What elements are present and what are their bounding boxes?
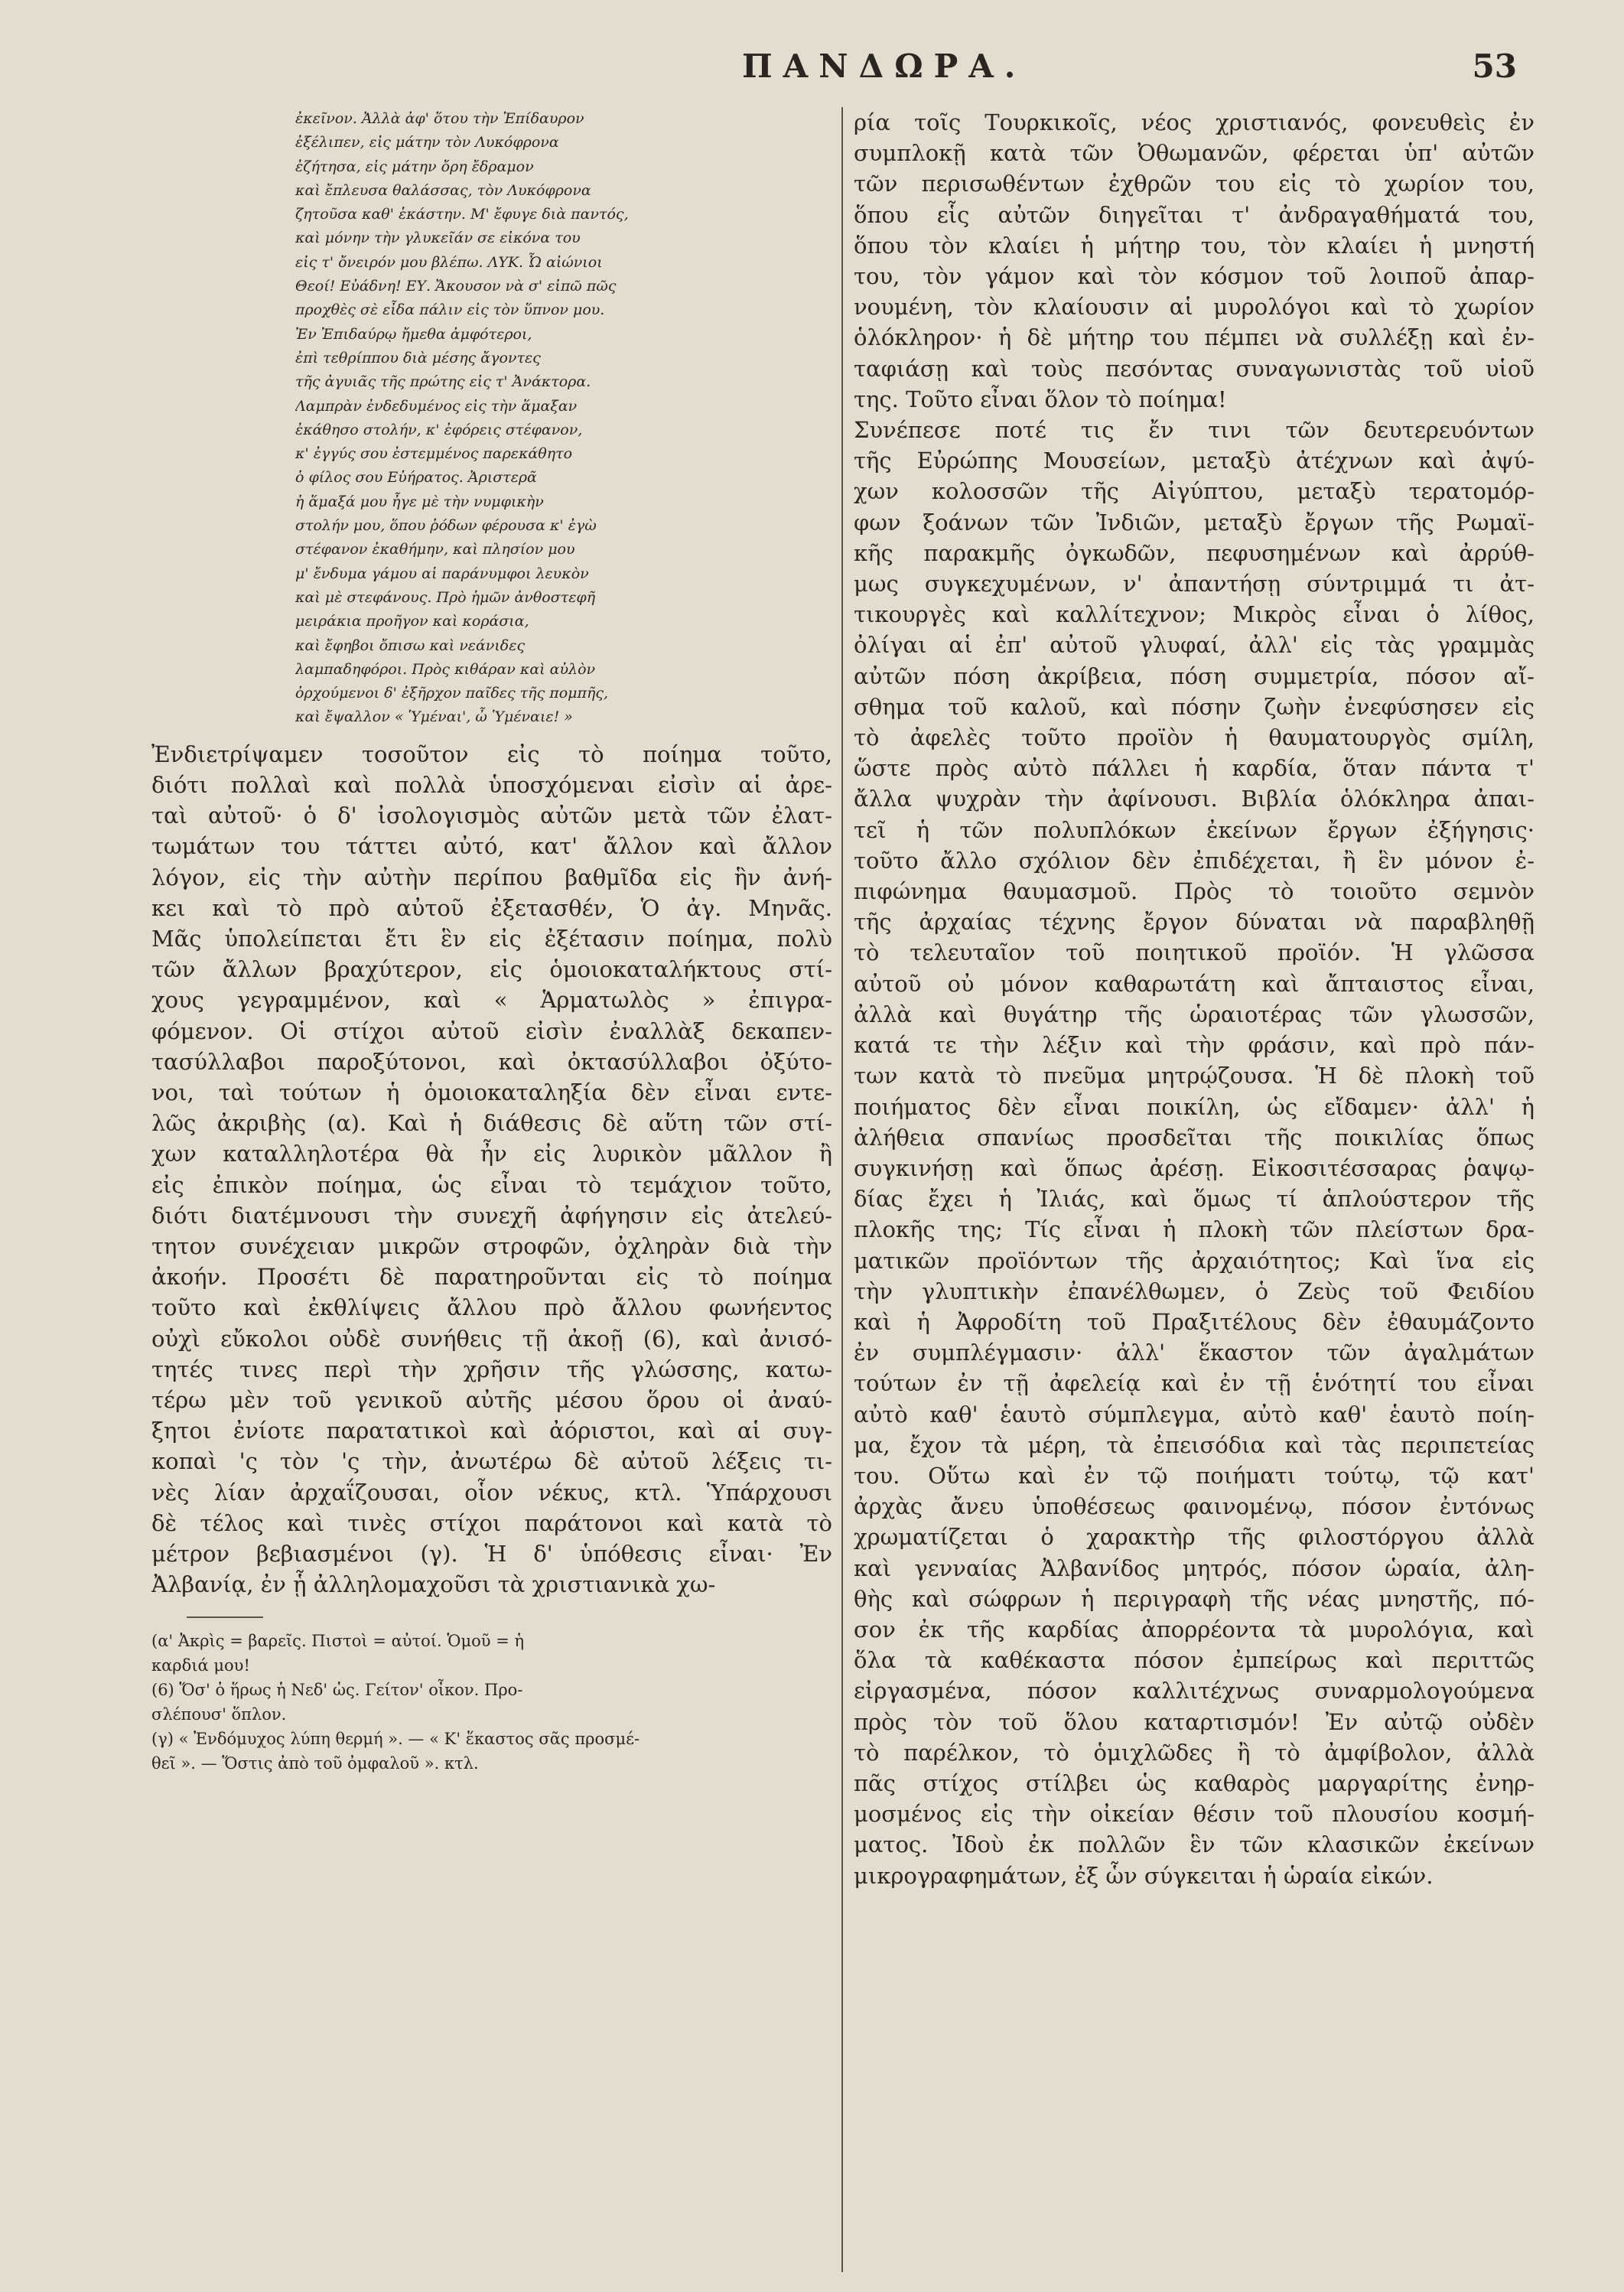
verse-line: Λαμπρὰν ἐνδεδυμένος εἰς τὴν ἅμαξαν xyxy=(295,397,578,415)
verse-line: καὶ ἔψαλλον « Ὑμέναι', ὦ Ὑμέναιε! » xyxy=(295,708,573,726)
right-column xyxy=(854,107,1535,1891)
verse-line: μειράκια προῆγον καὶ κοράσια, xyxy=(295,613,529,630)
text-line: ὅπου τὸν κλαίει ἡ μήτηρ του, τὸν κλαίει ἡ μνηστή xyxy=(854,232,1535,259)
verse-line: καὶ ἔπλευσα θαλάσσας, τὸν Λυκόφρονα xyxy=(295,181,591,199)
verse-line: εἰς τ' ὄνειρόν μου βλέπω. ΛΥΚ. Ὦ αἰώνιοι xyxy=(295,253,603,271)
text-line: ταὶ αὐτοῦ· ὁ δ' ἰσολογισμὸς αὐτῶν μετὰ τῶν ἐλατ- xyxy=(151,803,832,829)
verse-line: ἐκεῖνον. Ἀλλὰ ἀφ' ὅτου τὴν Ἐπίδαυρον xyxy=(295,110,584,127)
left-prose xyxy=(151,739,832,1600)
verse-line: ἐξέλιπεν, εἰς μάτην τὸν Λυκόφρονα xyxy=(295,134,559,151)
text-line: ἀλήθεια σπανίως προσδεῖται τῆς ποικιλίας ὅπως xyxy=(854,1124,1535,1151)
footnote-rule xyxy=(187,1616,263,1618)
text-line: ἀλλὰ καὶ θυγάτηρ τῆς ὡραιοτέρας τῶν γλωσσῶν, xyxy=(854,1001,1535,1027)
text-line: καὶ γενναίας Ἀλβανίδος μητρός, πόσον ὡραία, ἀλη- xyxy=(854,1555,1535,1581)
verse-line: καὶ ἔφηβοι ὄπισω καὶ νεάνιδες xyxy=(295,636,526,654)
text-line: ἀρχὰς ἄνευ ὑποθέσεως φαινομένῳ, πόσον ἐντόνως xyxy=(854,1493,1535,1520)
right-prose xyxy=(854,107,1535,1891)
verse-line: Θεοί! Εὐάδνη! ΕΥ. Ἄκουσον νὰ σ' εἰπῶ πῶς xyxy=(295,278,617,295)
text-line: μέτρον βεβιασμένοι (γ). Ἡ δ' ὑπόθεσις εἶναι· Ἐν xyxy=(151,1541,832,1567)
text-line: τὸ ἀφελὲς τοῦτο προϊὸν ἡ θαυματουργὸς σμίλη, xyxy=(854,724,1535,751)
text-line: τοῦτο ἄλλο σχόλιον δὲν ἐπιδέχεται, ἢ ἓν μόνον ἐ- xyxy=(854,847,1535,874)
footnote-line: (α' Ἀκρὶς = βαρεῖς. Πιστοὶ = αὐτοί. Ὁμοῦ = ἡ xyxy=(151,1632,525,1651)
text-line: των κατὰ τὸ πνεῦμα μητρῴζουσα. Ἡ δὲ πλοκὴ τοῦ xyxy=(854,1063,1535,1089)
text-line: εἰς ἐπικὸν ποίημα, ὡς εἶναι τὸ τεμάχιον τοῦτο, xyxy=(151,1171,832,1198)
text-line: ἐν συμπλέγμασιν· ἀλλ' ἕκαστον τῶν ἀγαλμάτων xyxy=(854,1340,1535,1366)
verse-line: ὁ φίλος σου Εὐήρατος. Ἀριστερᾶ xyxy=(295,469,537,487)
verse-line: ὀρχούμενοι δ' ἐξῆρχον παῖδες τῆς πομπῆς, xyxy=(295,685,609,702)
verse-line: στολήν μου, ὅπου ῥόδων φέρουσα κ' ἐγὼ xyxy=(295,517,597,535)
text-line: ὀλίγαι αἱ ἐπ' αὐτοῦ γλυφαί, ἀλλ' εἰς τὰς γραμμὰς xyxy=(854,632,1535,659)
text-line: τικουργὲς καὶ καλλίτεχνον; Μικρὸς εἶναι ὁ λίθος, xyxy=(854,601,1535,628)
footnote-line: (6) Ὅσ' ὁ ἥρως ἡ Νεδ' ὡς. Γείτον' οἶκον. Προ- xyxy=(151,1681,523,1700)
verse-line: καὶ μόνην τὴν γλυκεῖάν σε εἰκόνα του xyxy=(295,230,581,247)
text-line: νοι, ταὶ τούτων ἡ ὁμοιοκαταληξία δὲν εἶναι εντε- xyxy=(151,1079,832,1105)
text-line: ταφιάσῃ καὶ τοὺς πεσόντας συναγωνιστὰς τοῦ υἱοῦ xyxy=(854,355,1535,382)
text-line: ὅπου εἷς αὐτῶν διηγεῖται τ' ἀνδραγαθήματά του, xyxy=(854,201,1535,228)
text-line: της. Τοῦτο εἶναι ὅλον τὸ ποίημα! xyxy=(854,386,1227,412)
text-line: μοσμένος εἰς τὴν οἰκείαν θέσιν τοῦ πλουσίου κοσμή- xyxy=(854,1801,1535,1828)
text-line: ἄλλα ψυχρὰν τὴν ἀφίνουσι. Βιβλία ὁλόκληρα ἀπαι- xyxy=(854,786,1535,812)
text-line: ξητοι ἐνίοτε παρατατικοὶ καὶ ἀόριστοι, καὶ αἱ συγ- xyxy=(151,1418,832,1444)
verse-line: καὶ μὲ στεφάνους. Πρὸ ἡμῶν ἀνθοστεφῆ xyxy=(295,588,596,606)
text-line: φόμενον. Οἱ στίχοι αὐτοῦ εἰσὶν ἐναλλὰξ δεκαπεν- xyxy=(151,1017,832,1044)
text-line: Συνέπεσε ποτέ τις ἔν τινι τῶν δευτερευόντων xyxy=(854,417,1535,444)
text-line: μα, ἔχον τὰ μέρη, τὰ ἐπεισόδια καὶ τὰς περιπετείας xyxy=(854,1431,1535,1458)
text-line: δὲ τέλος καὶ τινὲς στίχοι παράτονοι καὶ κατὰ τὸ xyxy=(151,1509,832,1536)
text-line: του, τὸν γάμον καὶ τὸν κόσμον τοῦ λοιποῦ ἀπαρ- xyxy=(854,263,1535,290)
text-line: ματικῶν προϊόντων τῆς ἀρχαιότητος; Καὶ ἵνα εἰς xyxy=(854,1247,1535,1274)
text-line: κοπαὶ 'ς τὸν 'ς τὴν, ἀνωτέρω δὲ αὐτοῦ λέξεις τι- xyxy=(151,1448,832,1475)
page-header xyxy=(0,47,1624,93)
text-line: ματος. Ἰδοὺ ἐκ πολλῶν ἓν τῶν κλασικῶν ἐκείνων xyxy=(854,1831,1535,1858)
text-line: ὥστε πρὸς αὐτὸ πάλλει ἡ καρδία, ὅταν πάντα τ' xyxy=(854,755,1535,782)
text-line: αὐτοῦ οὐ μόνον καθαρωτάτη καὶ ἄπταιστος εἶναι, xyxy=(854,970,1535,997)
verse-line: ἐκάθησο στολήν, κ' ἐφόρεις στέφανον, xyxy=(295,421,583,438)
verse-line: λαμπαδηφόροι. Πρὸς κιθάραν καὶ αὐλὸν xyxy=(295,660,596,678)
text-line: τούτων ἐν τῇ ἀφελείᾳ καὶ ἐν τῇ ἑνότητί του εἶναι xyxy=(854,1370,1535,1397)
column-divider xyxy=(841,107,843,2272)
text-line: τοῦτο καὶ ἐκθλίψεις ἄλλου πρὸ ἄλλου φωνήεντος xyxy=(151,1294,832,1321)
text-line: μως συγκεχυμένων, ν' ἀπαντήσῃ σύντριμμά τι ἀτ- xyxy=(854,571,1535,597)
verse-line: μ' ἔνδυμα γάμου αἱ παράνυμφοι λευκὸν xyxy=(295,565,589,582)
text-line: λῶς ἀκριβὴς (α). Καὶ ἡ διάθεσις δὲ αὕτη τῶν στί- xyxy=(151,1110,832,1137)
text-line: καὶ ἡ Ἀφροδίτη τοῦ Πραξιτέλους δὲν ἐθαυμάζοντο xyxy=(854,1308,1535,1335)
verse-line: στέφανον ἐκαθήμην, καὶ πλησίον μου xyxy=(295,541,575,558)
text-line: αὐτὸ καθ' ἑαυτὸ σύμπλεγμα, αὐτὸ καθ' ἑαυτὸ ποίη- xyxy=(854,1401,1535,1428)
verse-line: ἡ ἅμαξά μου ἦγε μὲ τὴν νυμφικὴν xyxy=(295,493,544,510)
text-line: ποιήματος δὲν εἶναι ποικίλη, ὡς εἴδαμεν· ἀλλ' ἡ xyxy=(854,1093,1535,1120)
text-line: τῶν περισωθέντων ἐχθρῶν του εἰς τὸ χωρίον του, xyxy=(854,171,1535,197)
text-line: τῆς ἀρχαίας τέχνης ἔργον δύναται νὰ παραβληθῇ xyxy=(854,909,1535,936)
text-line: χων καταλληλοτέρα θὰ ἦν εἰς λυρικὸν μᾶλλον ἢ xyxy=(151,1141,832,1167)
left-column xyxy=(151,107,832,1776)
text-line: χους γεγραμμένον, καὶ « Ἁρματωλὸς » ἐπιγρα- xyxy=(151,987,832,1014)
text-line: κει καὶ τὸ πρὸ αὐτοῦ ἐξετασθέν, Ὁ ἀγ. Μηνᾶς. xyxy=(151,894,832,921)
text-line: τὴν γλυπτικὴν ἐπανέλθωμεν, ὁ Ζεὺς τοῦ Φειδίου xyxy=(854,1278,1535,1304)
text-line: αὐτῶν πόση ἀκρίβεια, πόση συμμετρία, πόσον αἴ- xyxy=(854,663,1535,689)
text-line: τητον συνέχειαν μικρῶν στροφῶν, ὀχληρὰν διὰ τὴν xyxy=(151,1232,832,1259)
text-line: συμπλοκῇ κατὰ τῶν Ὀθωμανῶν, φέρεται ὑπ' αὐτῶν xyxy=(854,140,1535,167)
text-line: διότι πολλαὶ καὶ πολλὰ ὑποσχόμεναι εἰσὶν αἱ ἀρε- xyxy=(151,771,832,798)
text-line: χων κολοσσῶν τῆς Αἰγύπτου, μεταξὺ τερατομόρ- xyxy=(854,478,1535,505)
text-line: νουμένη, τὸν κλαίουσιν αἱ μυρολόγοι καὶ τὸ χωρίον xyxy=(854,294,1535,321)
text-line: διότι διατέμνουσι τὴν συνεχῆ ἀφήγησιν εἰς ἀτελεύ- xyxy=(151,1202,832,1229)
text-line: τῶν ἄλλων βραχύτερον, εἰς ὁμοιοκαταλήκτους στί- xyxy=(151,956,832,983)
text-line: χρωματίζεται ὁ χαρακτὴρ τῆς φιλοστόργου ἀλλὰ xyxy=(854,1524,1535,1551)
text-line: σον ἐκ τῆς καρδίας ἀπορρέοντα τὰ μυρολόγια, καὶ xyxy=(854,1616,1535,1642)
text-line: συγκινήσῃ καὶ ὅπως ἀρέσῃ. Εἰκοσιτέσσαρας ῥαψῳ- xyxy=(854,1154,1535,1181)
text-line: ὁλόκληρον· ἡ δὲ μήτηρ του πέμπει νὰ συλλέξῃ καὶ ἐν- xyxy=(854,324,1535,351)
text-line: τέρω μὲν τοῦ γενικοῦ αὐτῆς μέσου ὅρου οἱ ἀναύ- xyxy=(151,1386,832,1413)
text-line: κατά τε τὴν λέξιν καὶ τὴν φράσιν, καὶ πρὸ πάν- xyxy=(854,1032,1535,1059)
text-line: τῆς Εὐρώπης Μουσείων, μεταξὺ ἀτέχνων καὶ ἀψύ- xyxy=(854,448,1535,474)
running-title: ΠΑΝΔΩΡΑ. xyxy=(742,47,1027,85)
text-line: τὸ τελευταῖον τοῦ ποιητικοῦ προϊόν. Ἡ γλῶσσα xyxy=(854,939,1535,966)
text-line: ὅλα τὰ καθέκαστα πόσον ἐμπείρως καὶ περιττῶς xyxy=(854,1647,1535,1674)
verse-line: τῆς ἀγυιᾶς τῆς πρώτης εἰς τ' Ἀνάκτορα. xyxy=(295,373,591,391)
verse-line: ζητοῦσα καθ' ἑκάστην. Μ' ἔφυγε διὰ παντός, xyxy=(295,206,629,223)
text-line: λόγον, εἰς τὴν αὐτὴν περίπου βαθμῖδα εἰς ἣν ἀνή- xyxy=(151,864,832,890)
footnote-line: θεῖ ». — Ὅστις ἀπὸ τοῦ ὀμφαλοῦ ». κτλ. xyxy=(151,1754,479,1773)
verse-block xyxy=(295,107,832,730)
text-line: Ἐνδιετρίψαμεν τοσοῦτον εἰς τὸ ποίημα τοῦτο, xyxy=(151,741,832,767)
text-line: τεῖ ἡ τῶν πολυπλόκων ἐκείνων ἔργων ἐξήγησις· xyxy=(854,816,1535,843)
text-line: τητές τινες περὶ τὴν χρῆσιν τῆς γλώσσης, κατω- xyxy=(151,1356,832,1382)
verse-line: Ἐν Ἐπιδαύρῳ ἤμεθα ἀμφότεροι, xyxy=(295,325,532,343)
text-line: ἀκοήν. Προσέτι δὲ παρατηροῦνται εἰς τὸ ποίημα xyxy=(151,1264,832,1291)
text-line: σθημα τοῦ καλοῦ, καὶ πόσην ζωὴν ἐνεφύσησεν εἰς xyxy=(854,693,1535,720)
text-line: πρὸς τὸν τοῦ ὅλου καταρτισμόν! Ἐν αὐτῷ οὐδὲν xyxy=(854,1708,1535,1735)
text-line: πᾶς στίχος στίλβει ὡς καθαρὸς μαργαρίτης ἐνηρ- xyxy=(854,1769,1535,1796)
text-line: πλοκῆς της; Τίς εἶναι ἡ πλοκὴ τῶν πλείστων δρα- xyxy=(854,1216,1535,1243)
footnote-line: καρδιά μου! xyxy=(151,1656,250,1675)
verse-line: προχθὲς σὲ εἶδα πάλιν εἰς τὸν ὕπνον μου. xyxy=(295,301,605,319)
text-line: νὲς λίαν ἀρχαΐζουσαι, οἷον νέκυς, κτλ. Ὑπάρχουσι xyxy=(151,1479,832,1506)
verse-line: ἐπὶ τεθρίππου διὰ μέσης ἄγοντες xyxy=(295,349,541,366)
text-line: θὴς καὶ σώφρων ἡ περιγραφὴ τῆς νέας μνηστῆς, πό- xyxy=(854,1585,1535,1612)
text-line: οὐχὶ εὔκολοι οὐδὲ συνήθεις τῇ ἀκοῇ (6), καὶ ἀνισό- xyxy=(151,1325,832,1352)
page-number: 53 xyxy=(1472,47,1517,85)
text-line: πιφώνημα θαυμασμοῦ. Πρὸς τὸ τοιοῦτο σεμνὸν xyxy=(854,878,1535,905)
verse-line: ἐζήτησα, εἰς μάτην ὄρη ἔδραμον xyxy=(295,158,534,175)
text-line: Ἀλβανίᾳ, ἐν ᾗ ἀλληλομαχοῦσι τὰ χριστιανικὰ χω- xyxy=(151,1571,716,1598)
text-line: κῆς παρακμῆς ὀγκωδῶν, πεφυσημένων καὶ ἀρρύθ- xyxy=(854,539,1535,566)
text-line: Μᾶς ὑπολείπεται ἔτι ἓν εἰς ἐξέτασιν ποίημα, πολὺ xyxy=(151,925,832,952)
text-line: ρία τοῖς Τουρκικοῖς, νέος χριστιανός, φονευθεὶς ἐν xyxy=(854,109,1535,135)
footnote-line: σλέπουσ' ὅπλον. xyxy=(151,1705,287,1724)
text-line: τασύλλαβοι παροξύτονοι, καὶ ὀκτασύλλαβοι ὀξύτο- xyxy=(151,1048,832,1075)
verse-line: κ' ἐγγύς σου ἐστεμμένος παρεκάθητο xyxy=(295,445,573,463)
footnote-line: (γ) « Ἐνδόμυχος λύπη θερμή ». — « Κ' ἕκαστος σᾶς προσμέ- xyxy=(151,1730,640,1749)
text-line: δίας ἔχει ἡ Ἰλιάς, καὶ ὅμως τί ἁπλούστερον τῆς xyxy=(854,1186,1535,1213)
text-line: μικρογραφημάτων, ἐξ ὧν σύγκειται ἡ ὡραία εἰκών. xyxy=(854,1862,1434,1889)
text-line: φων ξοάνων τῶν Ἰνδιῶν, μεταξὺ ἔργων τῆς Ρωμαϊ- xyxy=(854,509,1535,536)
text-line: εἰργασμένα, πόσον καλλιτέχνως συναρμολογούμενα xyxy=(854,1678,1535,1704)
text-line: τὸ παρέλκον, τὸ ὁμιχλῶδες ἢ τὸ ἀμφίβολον, ἀλλὰ xyxy=(854,1739,1535,1766)
footnotes xyxy=(151,1629,832,1776)
text-line: του. Οὕτω καὶ ἐν τῷ ποιήματι τούτῳ, τῷ κατ' xyxy=(854,1462,1535,1489)
text-line: τωμάτων του τάττει αὐτό, κατ' ἄλλον καὶ ἄλλον xyxy=(151,833,832,860)
